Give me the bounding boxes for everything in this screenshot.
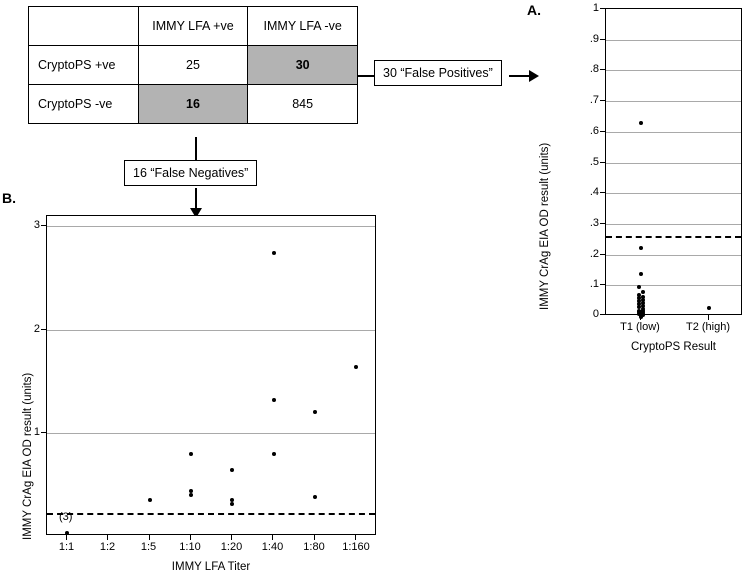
panel-a-y-axis-title: IMMY CrAg EIA OD result (units) [539,142,551,310]
y-tick-label: 0 [592,308,599,320]
x-tick-mark [66,535,67,540]
arrow-table-to-fn [195,137,197,160]
gridline [606,132,741,133]
data-point [707,306,711,310]
gridline [606,101,741,102]
y-tick-label: .6 [589,124,599,137]
y-tick-label: .1 [589,278,599,291]
false-positives-callout: 30 “False Positives” [374,60,502,86]
gridline [606,193,741,194]
gridline [47,433,375,434]
data-point [272,452,276,456]
arrow-table-to-fp [358,75,374,77]
data-point [639,246,643,250]
x-tick-mark [355,535,356,540]
table [28,6,358,124]
data-point [639,272,643,276]
data-point [272,398,276,402]
data-point [637,285,641,289]
x-tick-label: 1:2 [99,541,116,553]
x-tick-label: T1 (low) [620,321,660,333]
data-point [272,251,276,255]
panel-b-plot-area [46,215,376,535]
x-tick-mark [640,315,641,320]
y-tick-mark [600,192,605,193]
x-tick-mark [190,535,191,540]
x-tick-label: 1:5 [140,541,157,553]
y-tick-mark [41,432,46,433]
y-tick-mark [600,69,605,70]
y-tick-mark [600,131,605,132]
x-tick-mark [314,535,315,540]
x-tick-mark [272,535,273,540]
panel-b-chart [0,190,420,576]
false-negatives-callout: 16 “False Negatives” [124,160,257,186]
y-tick-mark [41,225,46,226]
gridline [606,70,741,71]
contingency-table [28,6,358,124]
y-tick-label: 1 [592,2,599,14]
column-header-lfa-pos: IMMY LFA +ve [138,7,248,46]
table-header-row [29,7,358,46]
x-tick-mark [107,535,108,540]
gridline [606,255,741,256]
y-tick-label: 2 [33,322,40,335]
y-tick-mark [600,223,605,224]
y-tick-label: .3 [589,216,599,229]
panel-a-x-axis-title: CryptoPS Result [630,341,716,353]
y-tick-label: 3 [33,219,40,231]
data-point [189,452,193,456]
cell-truepos: 25 [138,46,248,85]
gridline [606,224,741,225]
row-header-cryptops-neg: CryptoPS -ve [29,85,139,124]
data-point [230,502,234,506]
column-header-lfa-neg: IMMY LFA -ve [248,7,358,46]
y-tick-label: 1 [33,425,40,438]
data-point [313,495,317,499]
y-tick-label: .7 [589,94,599,107]
panel-b-point-annotation: (3) [59,511,73,523]
x-tick-label: 1:10 [179,541,201,553]
y-tick-label: .5 [589,155,599,168]
x-tick-label: 1:1 [58,541,75,553]
x-tick-label: 1:40 [261,541,284,553]
cell-trueneg: 845 [248,85,358,124]
panel-b-label: B. [2,190,16,206]
panel-a-threshold-line [606,236,741,238]
data-point [148,498,152,502]
gridline [47,226,375,227]
panel-b-y-axis-title: IMMY CrAg EIA OD result (units) [22,372,34,540]
gridline [606,40,741,41]
panel-a-plot-area [605,8,742,315]
table-row [29,46,358,85]
x-tick-mark [231,535,232,540]
gridline [606,285,741,286]
data-point [189,489,193,493]
data-point [641,290,645,294]
data-point [189,493,193,497]
panel-a-chart [527,0,750,353]
gridline [47,330,375,331]
table-row [29,85,358,124]
data-point [313,410,317,414]
y-tick-mark [600,284,605,285]
row-header-cryptops-pos: CryptoPS +ve [29,46,139,85]
x-tick-mark [149,535,150,540]
x-tick-label: 1:160 [342,541,370,553]
y-tick-mark [600,162,605,163]
x-tick-label: T2 (high) [685,321,731,333]
table-corner-cell [29,7,139,46]
data-point [354,365,358,369]
y-tick-mark [600,314,605,315]
data-point [639,310,643,314]
x-tick-label: 1:80 [303,541,325,553]
cell-falseneg: 16 [138,85,248,124]
panel-a-label: A. [527,2,541,18]
x-tick-label: 1:20 [220,541,243,553]
data-point [230,468,234,472]
x-tick-mark [708,315,709,320]
y-tick-mark [41,329,46,330]
y-tick-label: .4 [589,186,599,199]
y-tick-mark [600,254,605,255]
y-tick-label: .9 [589,32,599,45]
data-point [639,121,643,125]
y-tick-mark [600,39,605,40]
gridline [606,163,741,164]
panel-b-x-axis-title: IMMY LFA Titer [171,561,251,573]
y-tick-mark [600,100,605,101]
y-tick-mark [600,8,605,9]
y-tick-label: .2 [589,247,599,260]
panel-b-threshold-line [47,513,375,515]
cell-falsepos: 30 [248,46,358,85]
y-tick-label: .8 [589,63,599,76]
